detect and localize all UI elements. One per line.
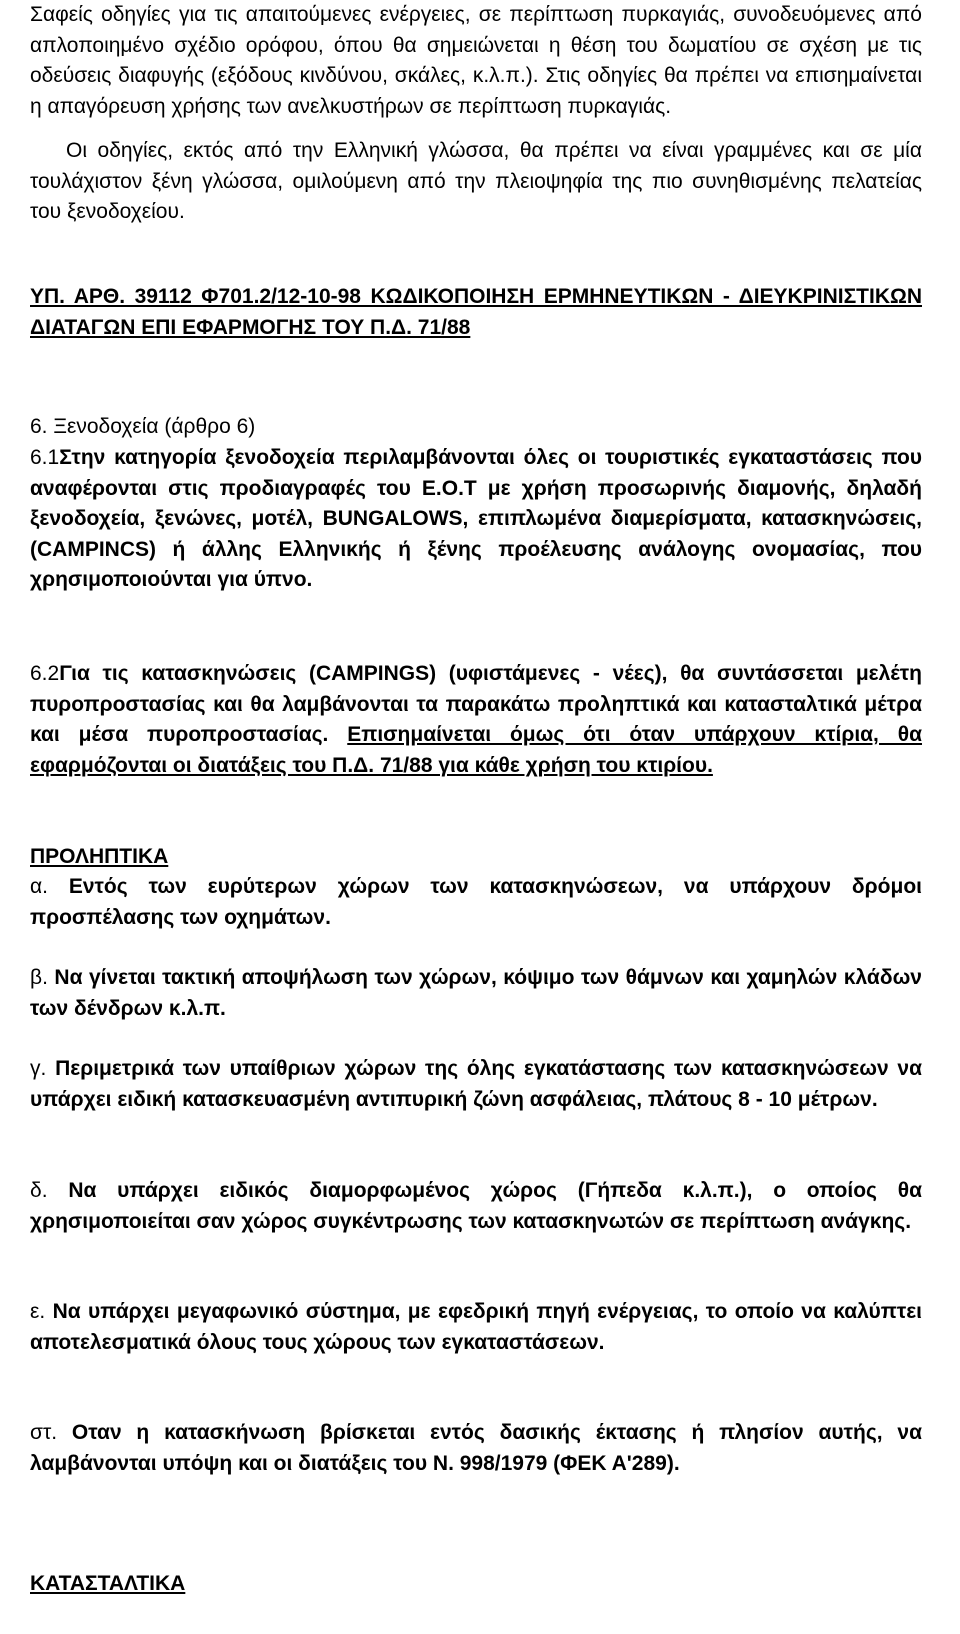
preventive-title <box>30 842 168 873</box>
preventive-item-a <box>30 872 922 933</box>
preventive-item-a-mark: α. <box>30 875 48 898</box>
article-title-text: 6. Ξενοδοχεία (άρθρο 6) <box>30 415 256 438</box>
preventive-item-e-text: Να υπάρχει μεγαφωνικό σύστημα, με εφεδρική πηγή ενέργειας, το οποίο να καλύπτει αποτελεσματικά όλους τους χώρους των εγκαταστάσεων. <box>30 1300 922 1354</box>
section-6-2-text: Για τις κατασκηνώσεις (CAMPINGS) (υφιστάμενες - νέες), θα συντάσσεται μελέτη πυροπροστασίας και θα λαμβάνονται τα παρακάτω προληπτικά και κατασταλτικά μέτρα και μέσα πυροπροστασίας. <box>30 662 922 746</box>
decision-heading <box>30 282 922 343</box>
preventive-item-f <box>30 1418 922 1479</box>
section-6-1-number: 6.1 <box>30 446 60 469</box>
preventive-item-e-mark: ε. <box>30 1300 46 1323</box>
section-6-1 <box>30 443 922 596</box>
preventive-item-c-text: Περιμετρικά των υπαίθριων χώρων της όλης εγκατάστασης των κατασκηνώσεων να υπάρχει ειδική κατασκευασμένη αντιπυρική ζώνη ασφάλειας, πλάτους 8 - 10 μέτρων. <box>30 1057 922 1111</box>
section-6-2 <box>30 659 922 781</box>
preventive-item-e <box>30 1297 922 1358</box>
preventive-item-d-mark: δ. <box>30 1179 48 1202</box>
suppressive-title <box>30 1569 185 1600</box>
preventive-item-a-text: Εντός των ευρύτερων χώρων των κατασκηνώσεων, να υπάρχουν δρόμοι προσπέλασης των οχημάτων. <box>30 875 922 929</box>
preventive-item-d-text: Να υπάρχει ειδικός διαμορφωμένος χώρος (Γήπεδα κ.λ.π.), ο οποίος θα χρησιμοποιείται σαν χώρος συγκέντρωσης των κατασκηνωτών σε περίπτωση ανάγκης. <box>30 1179 922 1233</box>
intro-paragraph-2 <box>30 136 922 228</box>
preventive-item-b-text: Να γίνεται τακτική αποψήλωση των χώρων, κόψιμο των θάμνων και χαμηλών κλάδων των δένδρων κ.λ.π. <box>30 966 922 1020</box>
preventive-item-c <box>30 1054 922 1115</box>
section-6-2-number: 6.2 <box>30 662 60 685</box>
section-6-1-text: Στην κατηγορία ξενοδοχεία περιλαμβάνονται όλες οι τουριστικές εγκαταστάσεις που αναφέρονται στις προδιαγραφές του Ε.Ο.Τ με χρήση προσωρινής διαμονής, δηλαδή ξενοδοχεία, ξενώνες, μοτέλ, BUNGALOWS, επιπλωμένα διαμερίσματα, κατασκηνώσεις, (CAMPINCS) ή άλλης Ελληνικής ή ξένης προέλευσης ανάλογης ονομασίας, που χρησιμοποιούνται για ύπνο. <box>30 446 922 591</box>
intro-paragraph-1 <box>30 0 922 122</box>
preventive-item-f-mark: στ. <box>30 1421 58 1444</box>
suppressive-title-text: ΚΑΤΑΣΤΑΛΤΙΚΑ <box>30 1572 186 1595</box>
section-6-2-underlined-note: Επισημαίνεται όμως ότι όταν υπάρχουν κτίρια, θα εφαρμόζονται οι διατάξεις του Π.Δ. 71/88 για κάθε χρήση του κτιρίου. <box>30 723 922 777</box>
article-title <box>30 412 255 443</box>
intro-paragraph-2-text: Οι οδηγίες, εκτός από την Ελληνική γλώσσα, θα πρέπει να είναι γραμμένες και σε μία τουλάχιστον ξένη γλώσσα, ομιλούμενη από την πλειοψηφία της πιο συνηθισμένης πελατείας του ξενοδοχείου. <box>30 139 922 223</box>
preventive-item-b <box>30 963 922 1024</box>
preventive-item-f-text: Οταν η κατασκήνωση βρίσκεται εντός δασικής έκτασης ή πλησίον αυτής, να λαμβάνονται υπόψη και οι διατάξεις του Ν. 998/1979 (ΦΕΚ Α'289). <box>30 1421 922 1475</box>
preventive-item-c-mark: γ. <box>30 1057 47 1080</box>
preventive-title-text: ΠΡΟΛΗΠΤΙΚΑ <box>30 845 169 868</box>
intro-paragraph-1-text: Σαφείς οδηγίες για τις απαιτούμενες ενέργειες, σε περίπτωση πυρκαγιάς, συνοδευόμενες από απλοποιημένο σχέδιο ορόφου, όπου θα σημειώνεται η θέση του δωματίου σε σχέση με τις οδεύσεις διαφυγής (εξόδους κινδύνου, σκάλες, κ.λ.π.). Στις οδηγίες θα πρέπει να επισημαίνεται η απαγόρευση χρήσης των ανελκυστήρων σε περίπτωση πυρκαγιάς. <box>30 3 922 118</box>
preventive-item-d <box>30 1176 922 1237</box>
decision-heading-text: ΥΠ. ΑΡΘ. 39112 Φ701.2/12-10-98 ΚΩΔΙΚΟΠΟΙΗΣΗ ΕΡΜΗΝΕΥΤΙΚΩΝ - ΔΙΕΥΚΡΙΝΙΣΤΙΚΩΝ ΔΙΑΤΑΓΩΝ ΕΠΙ ΕΦΑΡΜΟΓΗΣ ΤΟΥ Π.Δ. 71/88 <box>30 285 922 339</box>
preventive-item-b-mark: β. <box>30 966 48 989</box>
